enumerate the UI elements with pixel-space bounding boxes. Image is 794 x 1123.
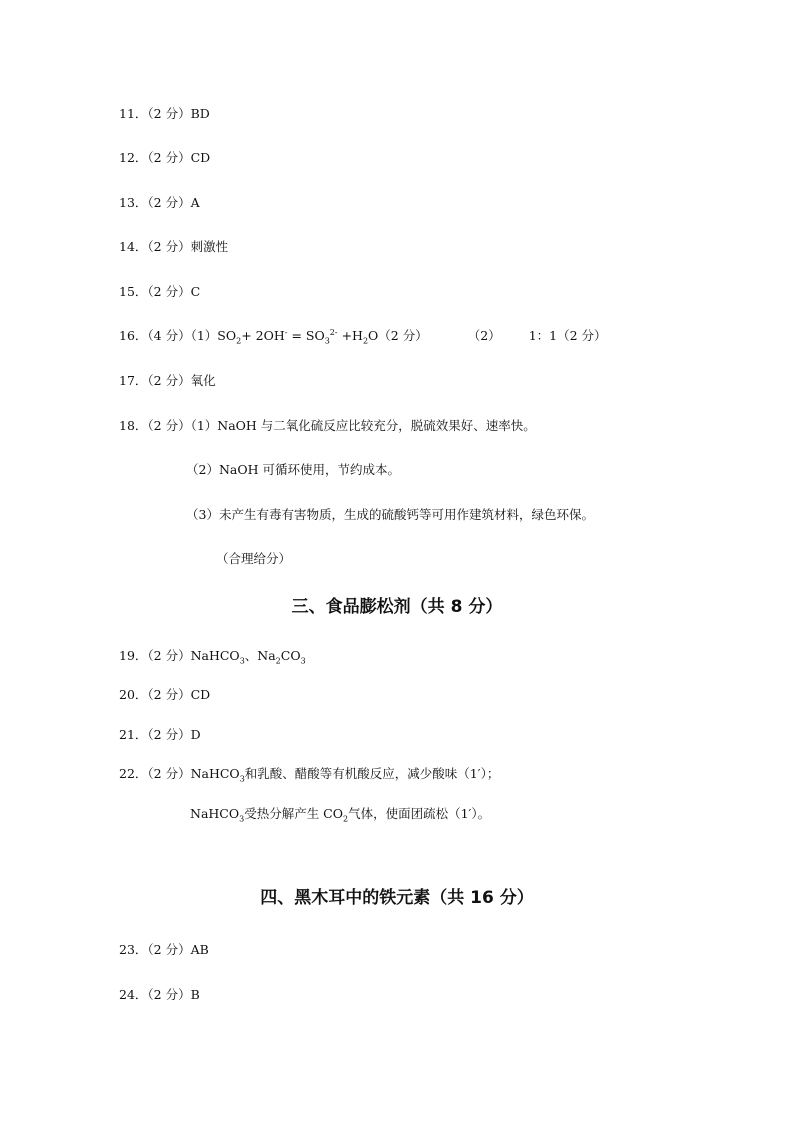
answer-17: 17．（2 分）氧化 <box>119 373 216 388</box>
answer-24: 24．（2 分）B <box>119 987 200 1002</box>
answer-16-sup1: - <box>284 327 288 337</box>
answer-22-l2c: 气体，使面团疏松（1′）。 <box>348 806 491 821</box>
answer-16-prefix: 16．（4 分）（1）SO <box>119 328 237 343</box>
answer-22-line1 <box>119 766 499 782</box>
answer-16-mid4: O（2 分） <box>368 328 428 343</box>
answer-20: 20．（2 分）CD <box>119 687 211 702</box>
answer-21: 21．（2 分）D <box>119 727 201 742</box>
answer-16-ratio: 1：1（2 分） <box>528 328 607 343</box>
section-heading-3: 三、食品膨松剂（共 8 分） <box>291 597 503 617</box>
answer-22-prefix: 22．（2 分）NaHCO <box>119 766 240 781</box>
answer-22-tail: 和乳酸、醋酸等有机酸反应，减少酸味（1′）； <box>244 766 500 781</box>
answer-19-sub1: 3 <box>239 656 245 666</box>
section-heading-4: 四、黑木耳中的铁元素（共 16 分） <box>260 888 534 908</box>
answer-13: 13．（2 分）A <box>119 195 200 210</box>
answer-22-l2sub: 3 <box>239 814 245 824</box>
answer-22-l2sub2: 2 <box>343 814 349 824</box>
answer-14: 14．（2 分）刺激性 <box>119 239 229 254</box>
answer-16-mid1: + 2OH <box>241 328 285 343</box>
answer-18-line4: （合理给分） <box>216 551 292 566</box>
answer-22-l2a: NaHCO <box>190 806 240 821</box>
answer-19-tail: CO <box>280 648 301 663</box>
answer-16-mid3: +H <box>337 328 363 343</box>
answer-19-sub2: 2 <box>275 656 281 666</box>
answer-22-sub1: 3 <box>239 774 245 784</box>
answer-22-line2 <box>190 806 490 822</box>
answer-16-sub3: 2 <box>362 336 369 346</box>
answer-18-line2: （2）NaOH 可循环使用，节约成本。 <box>186 462 400 477</box>
answer-16-part2: （2） <box>467 328 501 343</box>
answer-16-sub1: 2 <box>236 336 242 346</box>
answer-23: 23．（2 分）AB <box>119 942 209 957</box>
answer-19-mid: 、Na <box>244 648 276 663</box>
answer-19-sub3: 3 <box>300 656 306 666</box>
answer-18-line3: （3）未产生有毒有害物质，生成的硫酸钙等可用作建筑材料，绿色环保。 <box>186 507 594 522</box>
answer-15: 15．（2 分）C <box>119 284 201 299</box>
answer-16-sup2: 2- <box>329 327 338 337</box>
answer-16 <box>119 328 607 344</box>
answer-16-sub2: 3 <box>324 336 330 346</box>
answer-22-l2b: 受热分解产生 CO <box>244 806 343 821</box>
answer-12: 12．（2 分）CD <box>119 150 211 165</box>
answer-19 <box>119 648 306 664</box>
answer-19-prefix: 19．（2 分）NaHCO <box>119 648 240 663</box>
answer-16-mid2: = SO <box>287 328 325 343</box>
answer-18-line1: 18．（2 分）（1）NaOH 与二氧化硫反应比较充分，脱硫效果好、速率快。 <box>119 418 536 433</box>
answer-11: 11．（2 分）BD <box>119 106 210 121</box>
